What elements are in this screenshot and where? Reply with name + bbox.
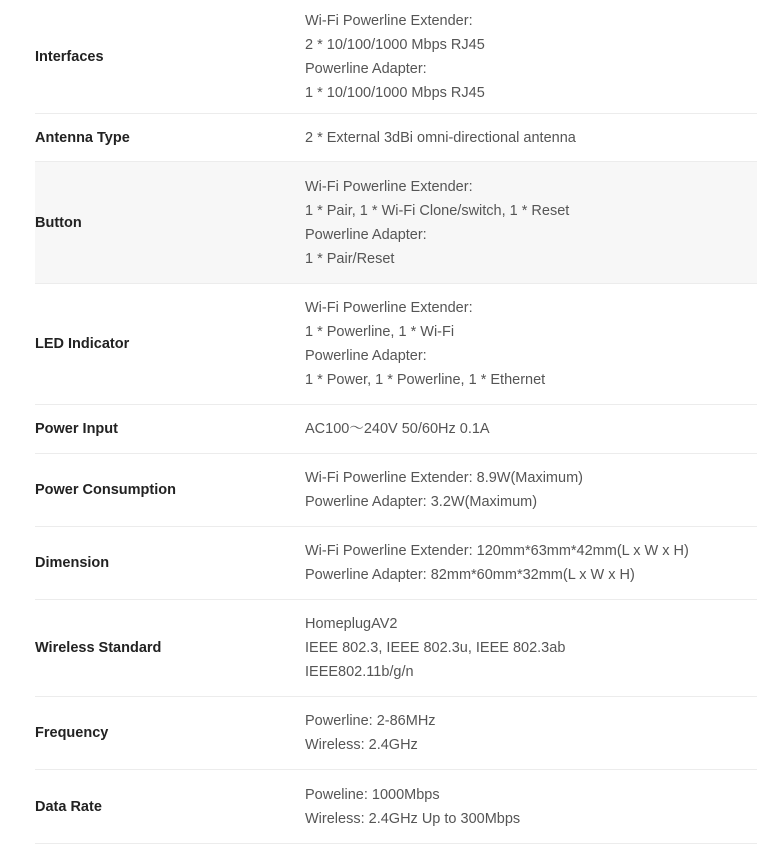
spec-value xyxy=(305,296,757,392)
spec-value-line: Wireless: 2.4GHz xyxy=(305,737,418,753)
spec-label: Antenna Type xyxy=(35,129,130,146)
spec-value-line: 2 * External 3dBi omni-directional antenna xyxy=(305,129,576,146)
spec-row-wireless-standard xyxy=(35,600,757,697)
spec-value-line: 1 * Pair, 1 * Wi-Fi Clone/switch, 1 * Reset xyxy=(305,202,570,219)
spec-value-line: Powerline Adapter: xyxy=(305,226,427,243)
spec-value-line: Wi-Fi Powerline Extender: xyxy=(305,178,473,195)
spec-value-line: 1 * Pair/Reset xyxy=(305,250,395,267)
spec-value-line: HomeplugAV2 xyxy=(305,616,398,632)
spec-value xyxy=(305,612,757,684)
spec-row-data-rate xyxy=(35,770,757,844)
spec-value-line: Wi-Fi Powerline Extender: 8.9W(Maximum) xyxy=(305,470,583,486)
spec-value xyxy=(305,9,757,105)
spec-row-power-input xyxy=(35,405,757,454)
spec-label: LED Indicator xyxy=(35,336,130,352)
spec-value-line: 2 * 10/100/1000 Mbps RJ45 xyxy=(305,36,485,53)
spec-value-line: Poweline: 1000Mbps xyxy=(305,786,440,803)
spec-label: Wireless Standard xyxy=(35,640,162,656)
spec-value-line: IEEE 802.3, IEEE 802.3u, IEEE 802.3ab xyxy=(305,640,566,656)
spec-value xyxy=(305,783,757,831)
spec-value xyxy=(305,466,757,514)
spec-row-interfaces xyxy=(35,0,757,114)
spec-value-line: Powerline Adapter: xyxy=(305,348,427,364)
spec-label: Interfaces xyxy=(35,48,104,65)
spec-value xyxy=(305,709,757,757)
spec-label: Power Input xyxy=(35,421,118,437)
spec-value-line: Wireless: 2.4GHz Up to 300Mbps xyxy=(305,810,521,827)
spec-row-power-consumption xyxy=(35,454,757,527)
spec-row-antenna-type xyxy=(35,114,757,162)
spec-value xyxy=(305,417,757,441)
spec-row-frequency xyxy=(35,697,757,770)
spec-value-line: Powerline Adapter: xyxy=(305,60,427,77)
spec-label: Dimension xyxy=(35,555,110,571)
spec-value-line: Wi-Fi Powerline Extender: xyxy=(305,12,473,29)
spec-label: Button xyxy=(35,214,82,231)
spec-row-dimension xyxy=(35,527,757,600)
spec-value-line: 1 * 10/100/1000 Mbps RJ45 xyxy=(305,84,485,101)
spec-label: Frequency xyxy=(35,725,109,741)
spec-value-line: 1 * Power, 1 * Powerline, 1 * Ethernet xyxy=(305,372,546,388)
spec-label: Data Rate xyxy=(35,798,102,815)
spec-value-line: AC100～240V 50/60Hz 0.1A xyxy=(305,421,490,437)
spec-row-led-indicator xyxy=(35,284,757,405)
spec-row-button xyxy=(35,162,757,284)
spec-value-line: Wi-Fi Powerline Extender: xyxy=(305,300,473,316)
spec-value xyxy=(305,539,757,587)
spec-value xyxy=(305,126,757,150)
spec-value-line: 1 * Powerline, 1 * Wi-Fi xyxy=(305,324,455,340)
spec-table xyxy=(35,0,757,844)
spec-label: Power Consumption xyxy=(35,482,176,498)
spec-value xyxy=(305,175,757,271)
spec-value-line: Powerline Adapter: 82mm*60mm*32mm(L x W x H) xyxy=(305,567,635,583)
spec-value-line: Powerline: 2-86MHz xyxy=(305,713,436,729)
spec-value-line: Powerline Adapter: 3.2W(Maximum) xyxy=(305,494,538,510)
spec-value-line: IEEE802.11b/g/n xyxy=(305,664,414,680)
spec-value-line: Wi-Fi Powerline Extender: 120mm*63mm*42mm(L x W x H) xyxy=(305,543,689,559)
